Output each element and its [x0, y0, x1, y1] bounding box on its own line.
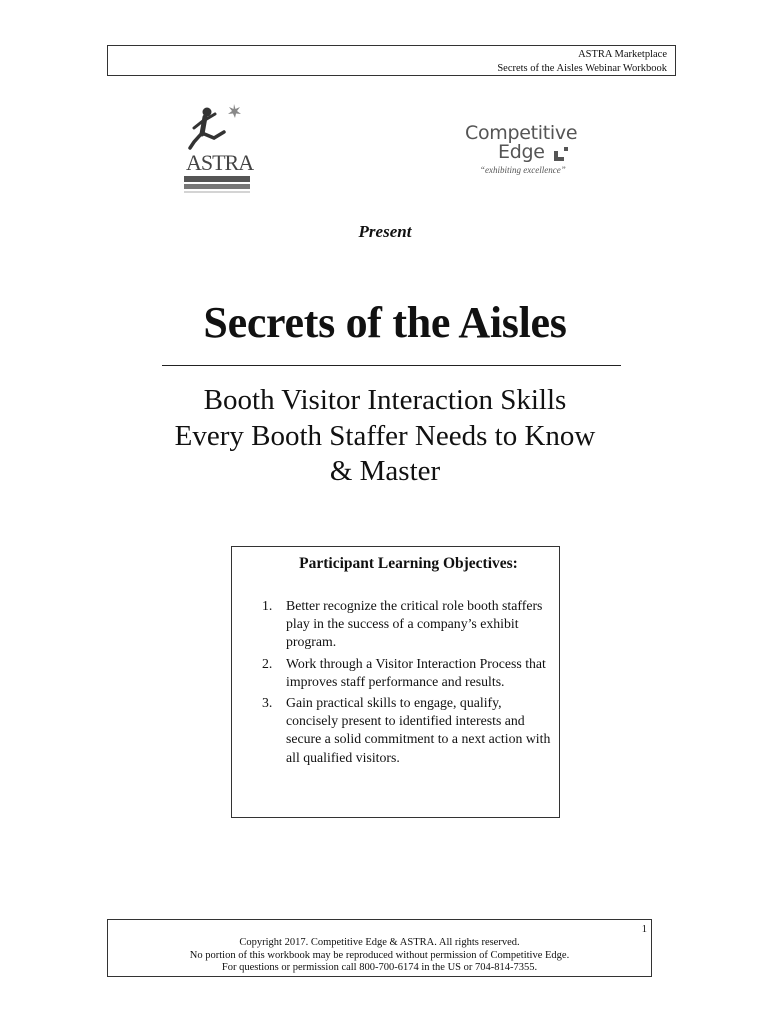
list-item [262, 655, 552, 691]
subtitle [0, 383, 770, 490]
svg-text:ASTRA: ASTRA [186, 150, 254, 175]
footer-copyright: Copyright 2017. Competitive Edge & ASTRA. All rights reserved. [239, 937, 520, 948]
objectives-heading: Participant Learning Objectives: [299, 555, 518, 572]
list-item-text: Work through a Visitor Interaction Process that improves staff performance and results. [286, 655, 546, 689]
edge-mark-icon [554, 147, 568, 161]
footer-contact: For questions or permission call 800-700-6174 in the US or 704-814-7355. [221, 962, 538, 973]
subtitle-line-2: Every Booth Staffer Needs to Know [174, 419, 596, 452]
page-title: Secrets of the Aisles [203, 298, 567, 347]
subtitle-line-3: & Master [329, 455, 441, 487]
astra-logo [180, 100, 258, 204]
subtitle-line-1: Booth Visitor Interaction Skills [203, 384, 567, 416]
page-number: 1 [641, 924, 647, 935]
title-divider [162, 365, 621, 366]
header-line-1: ASTRA Marketplace [578, 49, 667, 60]
header-line-2: Secrets of the Aisles Webinar Workbook [497, 63, 667, 74]
logo-text-edge: Edge [498, 141, 545, 163]
objectives-list [262, 597, 552, 770]
footer-text [108, 937, 651, 975]
footer-notice: No portion of this workbook may be reproduced without permission of Competitive Edge. [189, 949, 570, 961]
footer [107, 919, 652, 977]
list-item [262, 597, 552, 652]
list-item-text: Better recognize the critical role booth staffers play in the success of a company’s exhibit program. [286, 598, 543, 650]
running-header [107, 45, 676, 76]
list-item-text: Gain practical skills to engage, qualify, concisely present to identified interests and secure a solid commitment to a next action with all qualified visitors. [286, 695, 551, 765]
logo-text-competitive: Competitive [465, 122, 578, 144]
objectives-box [231, 546, 560, 818]
present-label: Present [358, 222, 412, 241]
list-item [262, 694, 552, 767]
list-item-number: 3. [262, 695, 273, 711]
list-item-number: 2. [262, 655, 273, 671]
competitive-edge-logo [462, 122, 582, 182]
list-item-number: 1. [262, 598, 273, 613]
logo-tagline: “exhibiting excellence” [480, 165, 566, 175]
